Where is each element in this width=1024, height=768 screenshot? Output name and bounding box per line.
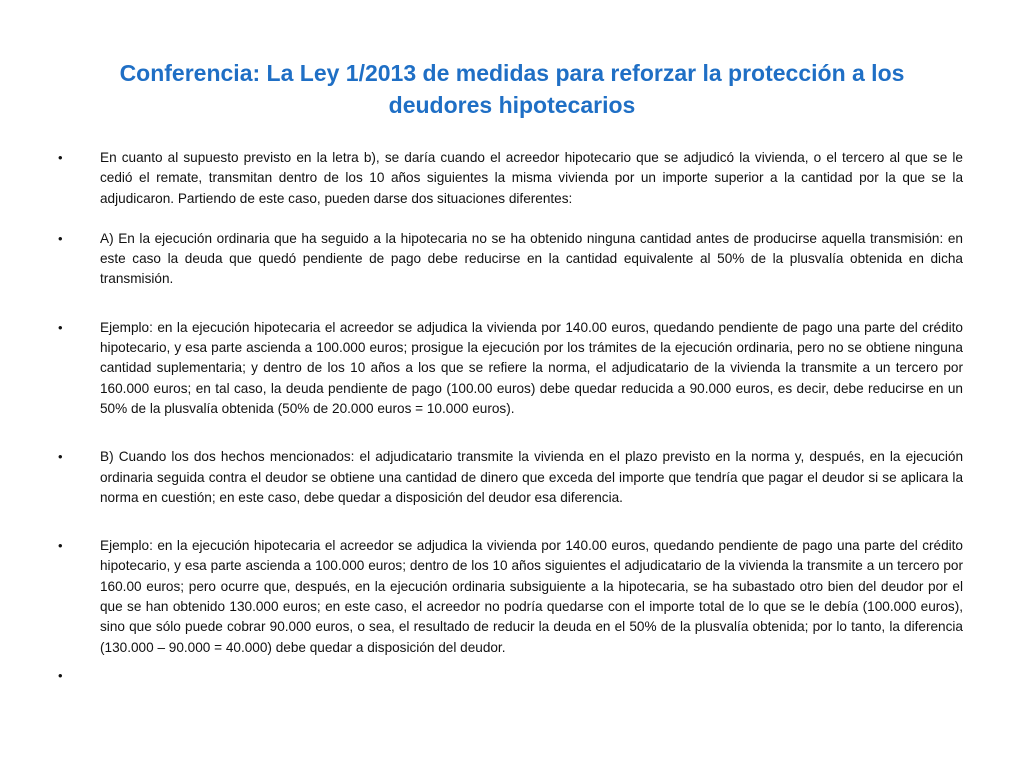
bullet-text: A) En la ejecución ordinaria que ha seguido a la hipotecaria no se ha obtenido ninguna cantidad antes de producirse aquella transmisión: en este caso la deuda que quedó pendiente de pago debe reducirse en la cantidad equivalente al 50% de la plusvalía obtenida en dicha transmisión. [100, 230, 963, 287]
bullet-text: B) Cuando los dos hechos mencionados: el adjudicatario transmite la vivienda en el plazo previsto en la norma y, después, en la ejecución ordinaria seguida contra el deudor se obtiene una cantidad de dinero que exceda del importe que tendría que pagar el deudor si se aplicara la norma en cuestión; en este caso, debe quedar a disposición del deudor esa diferencia. [100, 449, 963, 505]
bullet-dot-icon: • [58, 538, 63, 554]
bullet-item-empty [58, 666, 963, 686]
bullet-text: Ejemplo: en la ejecución hipotecaria el acreedor se adjudica la vivienda por 140.00 euros, quedando pendiente de pago una parte del crédito hipotecario, y esa parte ascienda a 100.000 euros; dentro de los 10 años siguientes el adjudicatario de la vivienda la transmite a un tercero por 160.00 euros; pero ocurre que, después, en la ejecución ordinaria subsiguiente a la hipotecaria, se ha subastado otro bien del deudor por el que se han obtenido 130.000 euros; en este caso, el acreedor no podría quedarse con el importe total de lo que se le debía (100.000 euros), sino que sólo puede cobrar 90.000 euros, o sea, el resultado de reducir la deuda en el 50% de la plusvalía obtenida; por lo tanto, la diferencia (130.000 – 90.000 = 40.000) debe quedar a disposición del deudor. [100, 538, 963, 655]
slide-title: Conferencia: La Ley 1/2013 de medidas para reforzar la protección a los deudores hipotecarios [119, 60, 905, 118]
bullet-text: Ejemplo: en la ejecución hipotecaria el acreedor se adjudica la vivienda por 140.00 euros, quedando pendiente de pago una parte del crédito hipotecario, y esa parte ascienda a 100.000 euros; prosigue la ejecución por los trámites de la ejecución ordinaria, pero no se obtiene ninguna cantidad suplementaria; y dentro de los 10 años a los que se refiere la norma, el adjudicatario de la vivienda la transmite a un tercero por 160.000 euros; en tal caso, la deuda pendiente de pago (100.00 euros) debe quedar reducida a 90.000 euros, es decir, debe reducirse en un 50% de la plusvalía obtenida (50% de 20.000 euros = 10.000 euros). [100, 319, 963, 416]
bullet-item [58, 229, 963, 290]
bullet-dot-icon: • [58, 319, 63, 335]
bullet-item [58, 148, 963, 209]
bullet-item [58, 536, 963, 658]
bullet-dot-icon: • [58, 150, 63, 165]
bullet-list [58, 148, 963, 686]
bullet-item [58, 447, 963, 508]
bullet-text: En cuanto al supuesto previsto en la letra b), se daría cuando el acreedor hipotecario que se adjudicó la vivienda, o el tercero al que se le cedió el remate, transmitan dentro de los 10 años siguientes la misma vivienda por un importe superior a la cantidad por la que se la adjudicaron. Partiendo de este caso, pueden darse dos situaciones diferentes: [100, 150, 963, 206]
bullet-item [58, 318, 963, 419]
bullet-dot-icon: • [58, 230, 63, 246]
bullet-dot-icon: • [58, 449, 63, 465]
bullet-dot-icon: • [58, 667, 63, 683]
